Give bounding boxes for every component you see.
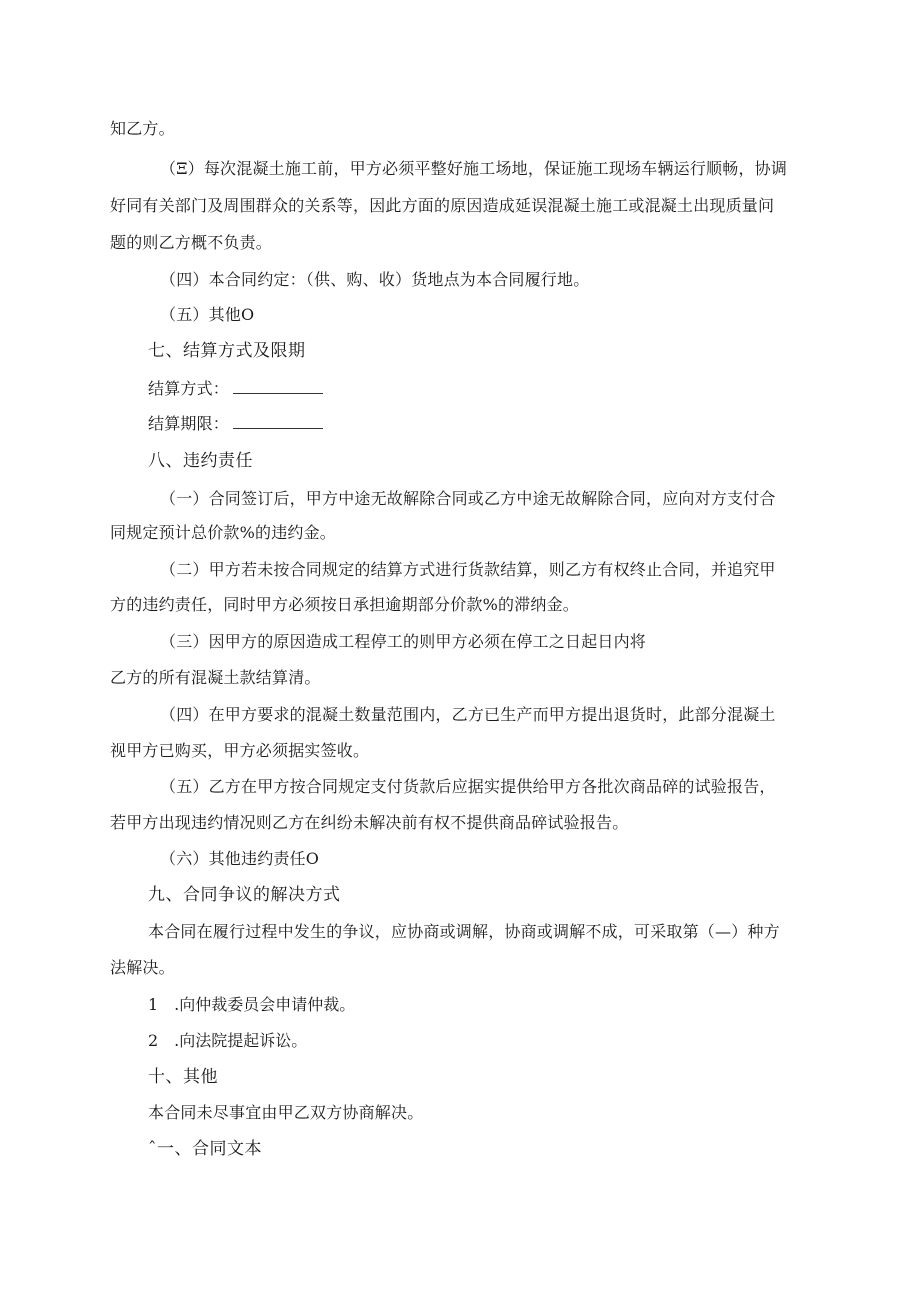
text-line: 好同有关部门及周围群众的关系等，因此方面的原因造成延误混凝土施工或混凝土出现质量问: [110, 196, 775, 215]
other-text: 本合同未尽事宜由甲乙双方协商解决。: [148, 1103, 424, 1122]
section-heading-settlement: 七、结算方式及限期: [148, 341, 306, 361]
clause-4: （四）本合同约定：（供、购、收）货地点为本合同履行地。: [160, 270, 590, 289]
text-line: 若甲方出现违约情况则乙方在纠纷未解决前有权不提供商品碎试验报告。: [110, 813, 629, 832]
liability-clause-3: （三）因甲方的原因造成工程停工的则甲方必须在停工之日起日内将: [160, 632, 647, 651]
dispute-option-2: 2 .向法院提起诉讼。: [148, 1031, 308, 1050]
text-line: 法解决。: [110, 958, 175, 977]
text-line: 知乙方。: [110, 119, 175, 138]
settlement-method-label: 结算方式：: [148, 379, 230, 398]
clause-3: （Ξ）每次混凝土施工前，甲方必须平整好施工场地，保证施工现场车辆运行顺畅，协调: [160, 159, 788, 178]
section-heading-liability: 八、违约责任: [148, 451, 253, 471]
text-line: 视甲方已购买，甲方必须据实签收。: [110, 741, 370, 760]
dispute-option-1: 1 .向仲裁委员会申请仲裁。: [148, 995, 356, 1014]
liability-clause-4: （四）在甲方要求的混凝土数量范围内，乙方已生产而甲方提出退货时，此部分混凝土: [160, 705, 776, 724]
text-line: 乙方的所有混凝土款结算清。: [110, 668, 321, 687]
text-line: 方的违约责任，同时甲方必须按日承担逾期部分价款%的滞纳金。: [110, 595, 580, 614]
clause-5: （五）其他O: [160, 305, 255, 324]
disputes-text: 本合同在履行过程中发生的争议，应协商或调解，协商或调解不成，可采取第（—）种方: [148, 922, 780, 941]
settlement-deadline-row: [148, 414, 848, 434]
liability-clause-6: （六）其他违约责任O: [160, 849, 320, 868]
section-heading-other: 十、其他: [148, 1067, 218, 1087]
settlement-deadline-label: 结算期限：: [148, 414, 230, 433]
settlement-method-row: [148, 379, 848, 399]
text-line: 同规定预计总价款%的违约金。: [110, 523, 337, 542]
text-line: 题的则乙方概不负责。: [110, 233, 273, 252]
section-heading-disputes: 九、合同争议的解决方式: [148, 885, 341, 905]
liability-clause-5: （五）乙方在甲方按合同规定支付货款后应据实提供给甲方各批次商品碎的试验报告，: [160, 777, 776, 796]
liability-clause-1: （一）合同签订后，甲方中途无故解除合同或乙方中途无故解除合同，应向对方支付合: [160, 489, 776, 508]
settlement-method-blank: [233, 379, 323, 394]
settlement-deadline-blank: [233, 414, 323, 429]
liability-clause-2: （二）甲方若未按合同规定的结算方式进行货款结算，则乙方有权终止合同，并追究甲: [160, 560, 776, 579]
section-heading-contract-text: ˆ一、合同文本: [148, 1139, 262, 1159]
